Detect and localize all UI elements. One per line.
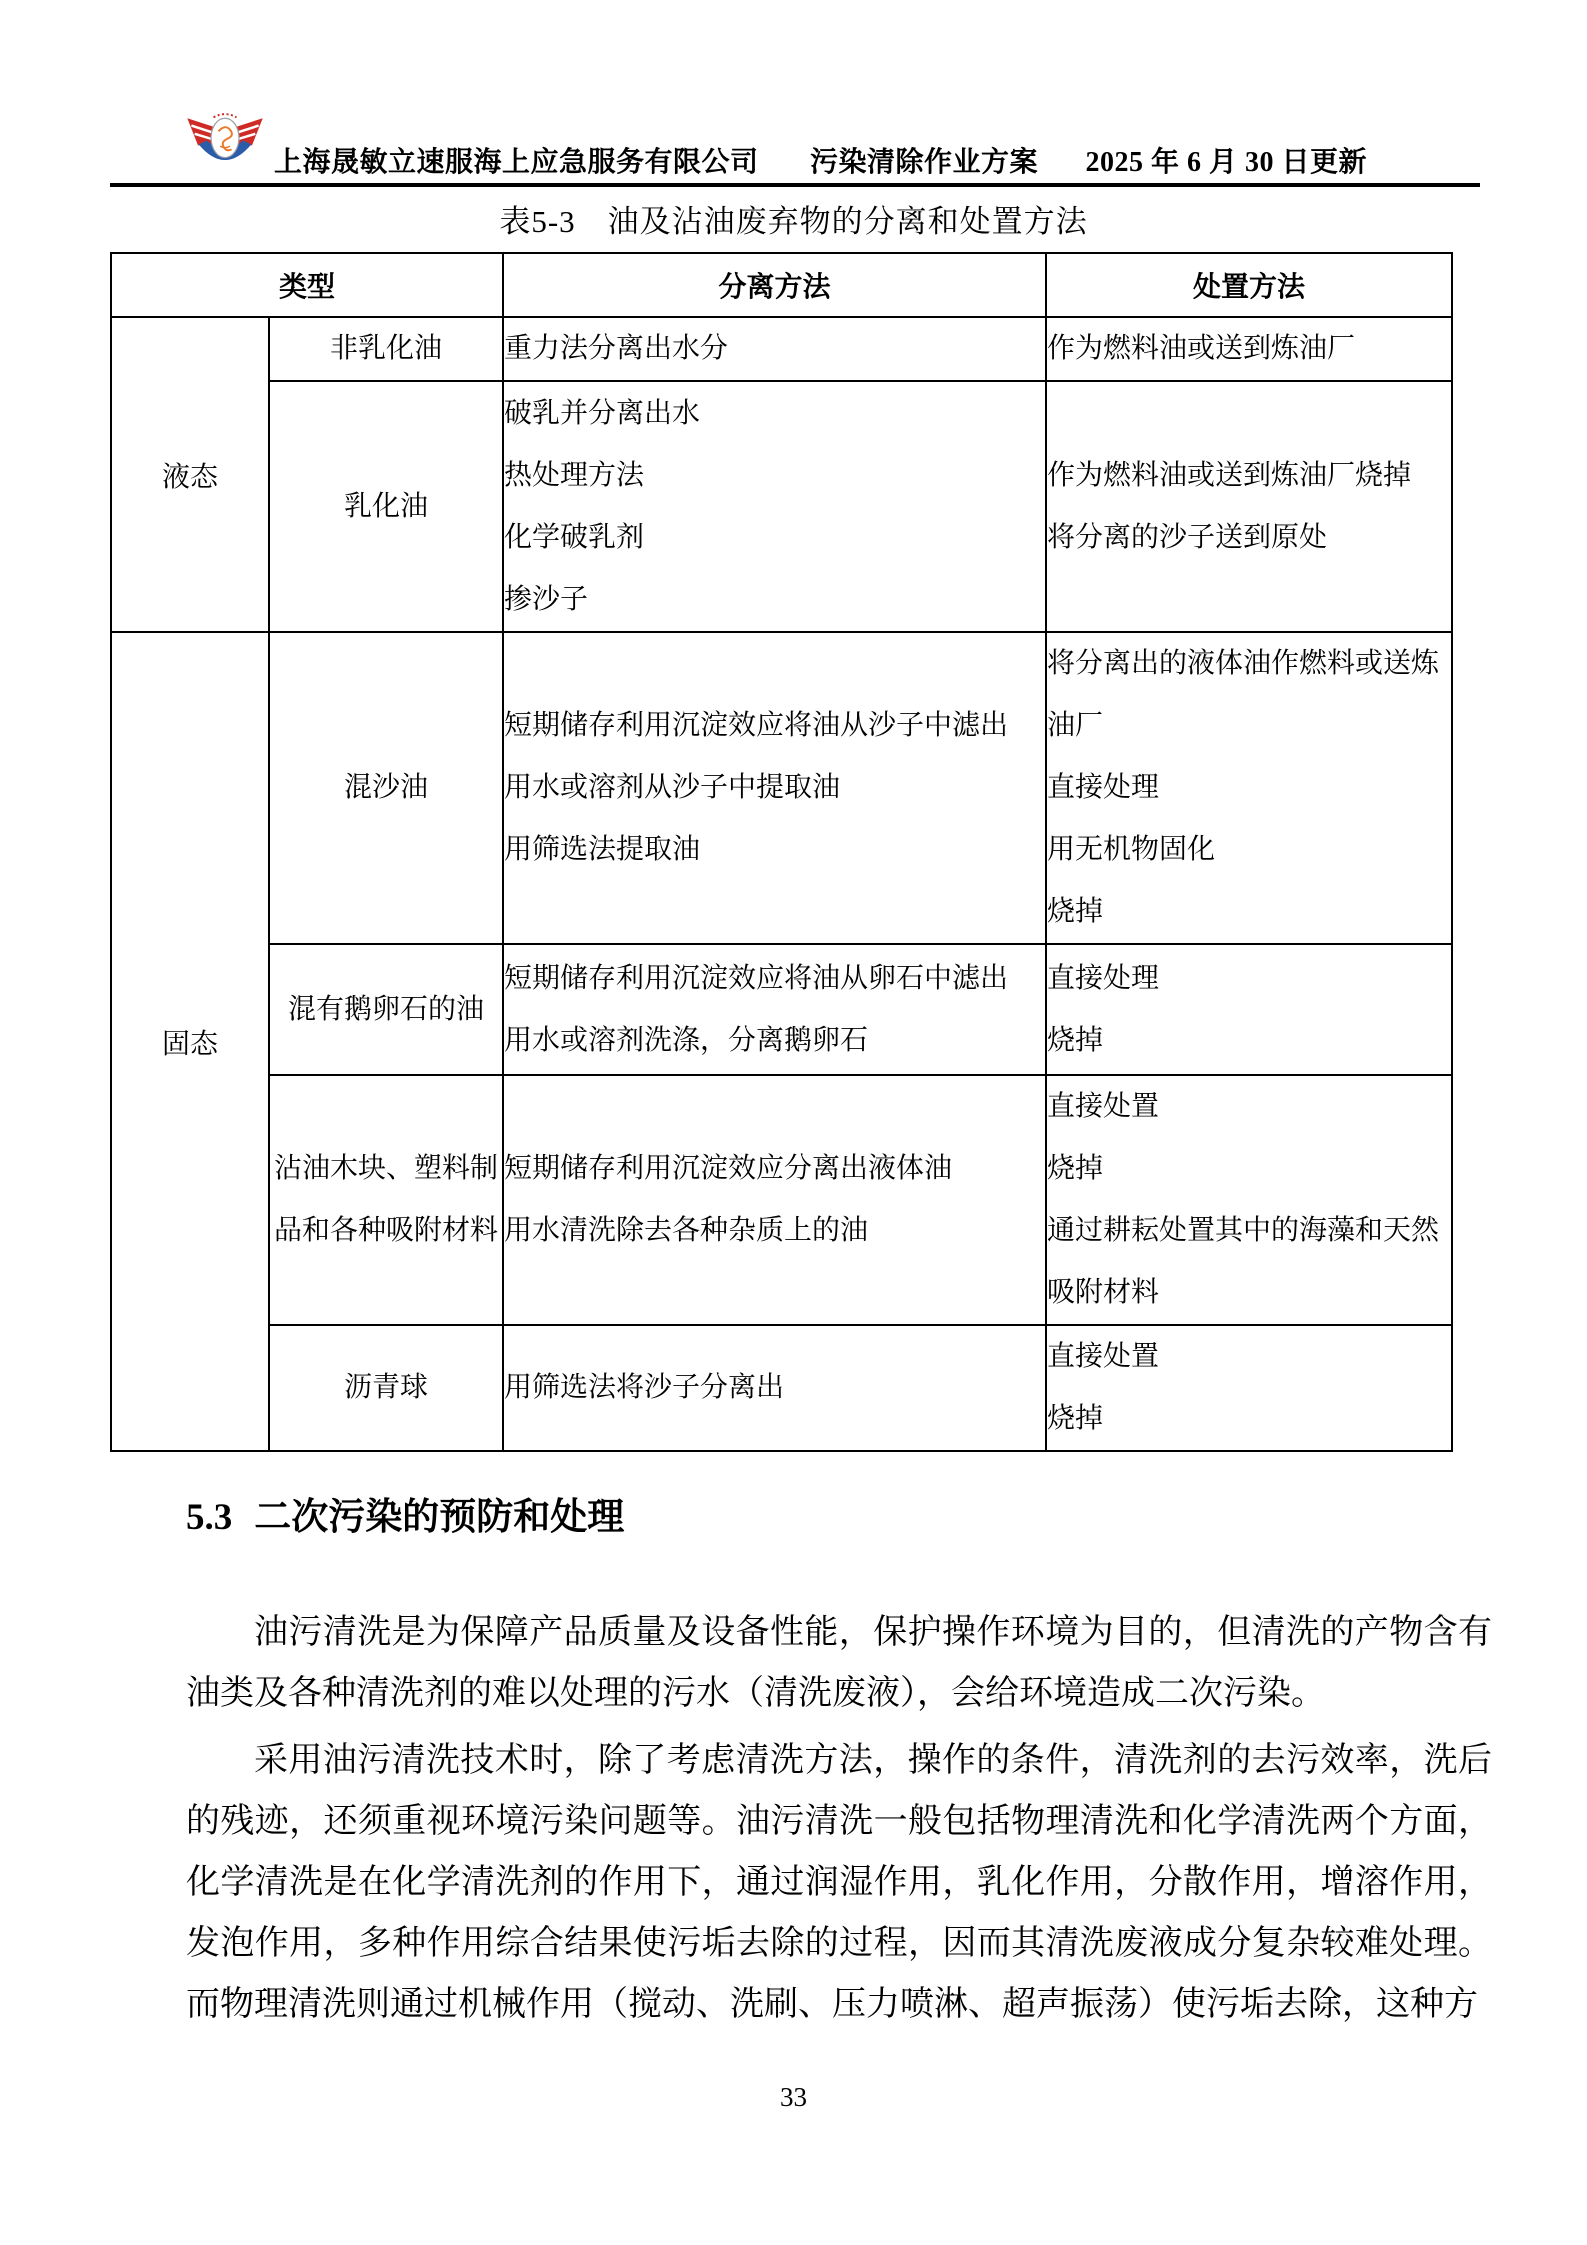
section-title: 二次污染的预防和处理 (254, 1497, 625, 1538)
table-row (111, 317, 1452, 381)
header-rule (110, 183, 1480, 187)
cell-line: 用筛选法将沙子分离出 (504, 1372, 785, 1403)
disposal-cell (1046, 632, 1452, 944)
group-cell-liquid: 液态 (111, 317, 269, 632)
type-cell-oil-with-pebbles: 混有鹅卵石的油 (269, 944, 503, 1075)
cell-line: 用水或溶剂从沙子中提取油 (504, 772, 841, 803)
table-row (111, 944, 1452, 1075)
table-caption: 表5-3 油及沾油废弃物的分离和处置方法 (499, 204, 1088, 239)
disposal-cell (1046, 381, 1452, 632)
section-heading (186, 1486, 624, 1540)
cell-line: 作为燃料油或送到炼油厂烧掉 (1047, 459, 1412, 491)
disposal-cell (1046, 1325, 1452, 1451)
cell-line: 热处理方法 (504, 459, 645, 491)
disposal-cell (1046, 1075, 1452, 1325)
type-cell-oil-sand-mix: 混沙油 (269, 632, 503, 944)
section-number: 5.3 (186, 1497, 233, 1538)
column-header-separation: 分离方法 (503, 253, 1046, 317)
cell-line: 烧掉 (1047, 1024, 1104, 1056)
cell-line: 用筛选法提取油 (504, 834, 701, 865)
cell-line: 短期储存利用沉淀效应将油从沙子中滤出 (504, 710, 1009, 741)
cell-line: 将分离的沙子送到原处 (1047, 521, 1328, 553)
separation-cell (503, 317, 1046, 381)
disposal-cell (1046, 944, 1452, 1075)
separation-cell (503, 381, 1046, 632)
cell-line: 直接处置 (1047, 1091, 1160, 1122)
company-logo-icon (184, 108, 266, 176)
cell-line: 化学破乳剂 (504, 521, 645, 553)
cell-line: 用水或溶剂洗涤，分离鹅卵石 (504, 1024, 869, 1056)
page-number: 33 (780, 2082, 807, 2112)
type-cell-tar-balls: 沥青球 (269, 1325, 503, 1451)
column-header-disposal: 处置方法 (1046, 253, 1452, 317)
cell-line: 烧掉 (1047, 1403, 1104, 1434)
cell-line: 作为燃料油或送到炼油厂 (1047, 333, 1356, 364)
table-row (111, 381, 1452, 632)
page-header (274, 140, 1367, 180)
table-row (111, 1325, 1452, 1451)
type-cell-oily-debris: 沾油木块、塑料制品和各种吸附材料 (269, 1075, 503, 1325)
cell-line: 烧掉 (1047, 1153, 1104, 1184)
separation-cell (503, 1325, 1046, 1451)
doc-title: 污染清除作业方案 (810, 147, 1039, 178)
disposal-cell (1046, 317, 1452, 381)
cell-line: 短期储存利用沉淀效应分离出液体油 (504, 1153, 953, 1184)
table-row (111, 632, 1452, 944)
cell-line: 用水清洗除去各种杂质上的油 (504, 1215, 869, 1246)
type-cell-non-emulsified-oil: 非乳化油 (269, 317, 503, 381)
separation-cell (503, 944, 1046, 1075)
cell-line: 重力法分离出水分 (504, 333, 729, 364)
paragraph: 油污清洗是为保障产品质量及设备性能，保护操作环境为目的，但清洗的产物含有油类及各种清洗剂的难以处理的污水（清洗废液），会给环境造成二次污染。 (186, 1614, 1492, 1712)
cell-line: 直接处理 (1047, 772, 1160, 803)
cell-line: 掺沙子 (504, 583, 589, 615)
column-header-type: 类型 (111, 253, 503, 317)
paragraph: 采用油污清洗技术时，除了考虑清洗方法，操作的条件，清洗剂的去污效率，洗后的残迹，还须重视环境污染问题等。油污清洗一般包括物理清洗和化学清洗两个方面，化学清洗是在化学清洗剂的作用下，通过润湿作用，乳化作用，分散作用，增溶作用，发泡作用，多种作用综合结果使污垢去除的过程，因而其清洗废液成分复杂较难处理。而物理清洗则通过机械作用（搅动、洗刷、压力喷淋、超声振荡）使污垢去除，这种方 (186, 1742, 1492, 2023)
update-date: 2025 年 6 月 30 日更新 (1085, 147, 1368, 178)
company-name: 上海晟敏立速服海上应急服务有限公司 (274, 147, 759, 178)
separation-cell (503, 1075, 1046, 1325)
type-cell-emulsified-oil: 乳化油 (269, 381, 503, 632)
cell-line: 通过耕耘处置其中的海藻和天然吸附材料 (1047, 1215, 1440, 1308)
cell-line: 直接处置 (1047, 1341, 1160, 1372)
cell-line: 直接处理 (1047, 962, 1160, 994)
table-row (111, 1075, 1452, 1325)
body-text (186, 1602, 1492, 2041)
group-cell-solid: 固态 (111, 632, 269, 1451)
cell-line: 用无机物固化 (1047, 834, 1216, 865)
cell-line: 将分离出的液体油作燃料或送炼油厂 (1047, 648, 1440, 741)
waste-disposal-table (110, 252, 1453, 1452)
cell-line: 破乳并分离出水 (504, 397, 701, 429)
separation-cell (503, 632, 1046, 944)
cell-line: 短期储存利用沉淀效应将油从卵石中滤出 (504, 962, 1009, 994)
cell-line: 烧掉 (1047, 896, 1104, 927)
